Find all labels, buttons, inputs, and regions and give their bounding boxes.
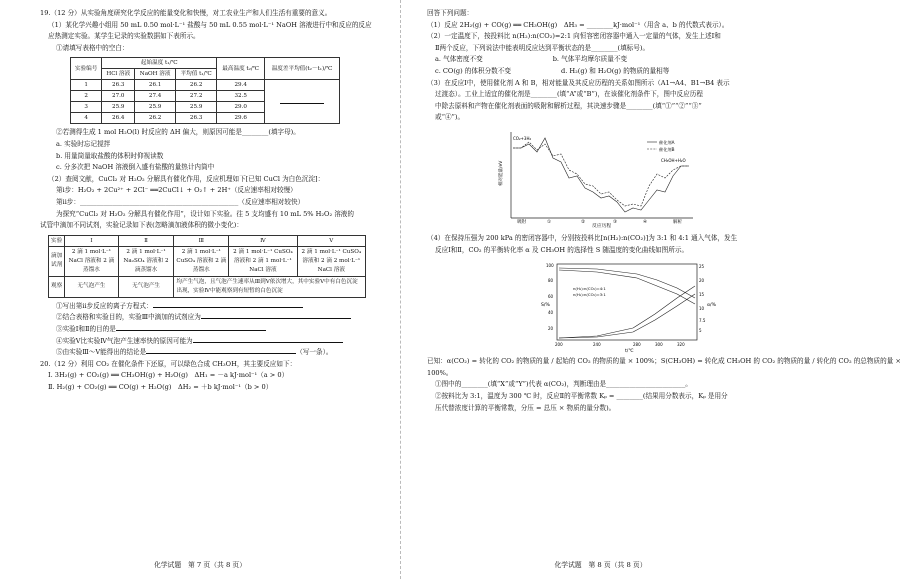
curve-a-3to1 (559, 294, 695, 338)
option: c. 分多次把 NaOH 溶液倒入盛有盐酸的量热计内筒中 (56, 163, 215, 172)
cell: 26.2 (135, 113, 176, 124)
y-left-label: S/% (541, 303, 550, 309)
definition-text: 100%。 (427, 368, 453, 377)
legend (573, 286, 606, 297)
experiment-table (48, 235, 366, 298)
tick-label: 100 (546, 263, 554, 269)
cell: 1 (71, 80, 102, 91)
q19-2-subq (40, 312, 386, 324)
table-row (71, 80, 340, 91)
conversion-selectivity-chart (537, 258, 727, 354)
question-text: ②结合表格和实验目的，实验Ⅲ中滴加的试剂应为 (56, 313, 201, 322)
cell: 2 滴 1 mol·L⁻¹ CuSO₄ 溶液和 2 滴蒸馏水 (174, 246, 229, 276)
q20-subq: （1）反应 2H₂(g) + CO(g) ══ CH₃OH(g) ΔH₃ = ________kJ·mol⁻¹（用含 a、b 的代数式表示）。 (427, 20, 729, 29)
cell: 无气泡产生 (65, 276, 118, 297)
table-row (49, 246, 366, 276)
temperature-table (70, 57, 340, 124)
answer-blank[interactable] (193, 336, 343, 343)
q19-stem: 19.（12 分）从实验角度研究化学反应的能量变化和快慢，对工农业生产和人们生活有重要的意义。 (40, 9, 332, 17)
q19-2-subq (40, 301, 386, 313)
question-text: （写一条）。 (296, 348, 333, 357)
q20-subq: 过渡态）。工业上适宜的催化剂是________(填“A”或“B”)，在该催化剂条件下，图中反应历程 (435, 90, 703, 99)
cell: 4 (71, 113, 102, 124)
q20-subq: （4）在保持压强为 200 kPa 的密闭容器中，分别按投料比[n(H₂):n(CO₂)]为 3:1 和 4:1 通入气体，发生 (427, 233, 738, 242)
answer-blank-cell[interactable] (265, 80, 340, 124)
table-header: Ⅰ (65, 235, 118, 246)
table-header: Ⅴ (297, 235, 365, 246)
cell: 29.6 (217, 113, 265, 124)
cell: 25.9 (176, 102, 217, 113)
cell: 32.5 (217, 91, 265, 102)
tick-label: 40 (548, 310, 554, 316)
q19-2-subq (40, 336, 386, 348)
legend-item: n(H₂):n(CO₂)=3:1 (573, 292, 606, 298)
page-7 (0, 0, 400, 579)
q19-1-subq: ①请填写表格中的空白： (56, 43, 129, 52)
cell: 27.0 (102, 91, 135, 102)
plot-frame (557, 264, 697, 340)
definition-text: 已知：α(CO₂) = 转化的 CO₂ 的物质的量 / 起始的 CO₂ 的物质的量 × 100%；S(CH₃OH) = 转化成 CH₃OH 的 CO₂ 的物质的量 / 转化的 CO₂ 的总物质的量 × (427, 357, 901, 366)
cell: 25.9 (102, 102, 135, 113)
reaction-equation: Ⅰ. 3H₂(g) + CO₂(g) ══ CH₃OH(g) + H₂O(g) ΔH₁ = －a kJ·mol⁻¹（a > 0） (48, 371, 289, 380)
cell: 29.4 (217, 80, 265, 91)
tick-label: 80 (548, 278, 554, 284)
table-header: 最高温度 t₂/℃ (217, 58, 265, 80)
cell: 2 滴 1 mol·L⁻¹ Na₂SO₄ 溶液和 2 滴蒸馏水 (118, 246, 174, 276)
table-row (49, 276, 366, 297)
tick-label: 10 (699, 306, 705, 312)
y-right-label: α/% (707, 303, 716, 309)
tick-label: 5 (699, 328, 702, 334)
option: a. 实验时忘记搅拌 (56, 139, 111, 148)
q19-2-subq (40, 347, 386, 359)
page-footer: 化学试题 第 8 页（共 8 页） (554, 561, 647, 569)
x-axis-label: 反应历程 (592, 223, 612, 229)
cell: 29.0 (217, 102, 265, 113)
page-footer: 化学试题 第 7 页（共 8 页） (153, 561, 247, 569)
cell: 2 滴 1 mol·L⁻¹ NaCl 溶液和 2 滴蒸馏水 (65, 246, 118, 276)
q20-stem: 20.（12 分）利用 CO₂ 在催化条件下还原，可以绿色合成 CH₃OH，其主要反应如下： (40, 359, 297, 368)
reaction-step: 第ⅱ步：________________________________________________（反应速率相对较快） (56, 197, 305, 206)
q20-subq: 或“④”)。 (435, 113, 465, 122)
y-left-ticks (546, 263, 554, 331)
table-header: 实验 (49, 235, 65, 246)
step-label: 解析 (673, 219, 682, 225)
reaction-equation: Ⅱ. H₂(g) + CO₂(g) ══ CO(g) + H₂O(g) ΔH₂ = ＋b kJ·mol⁻¹（b > 0） (48, 382, 273, 391)
y-axis-label: 相对能量/eV (499, 160, 504, 186)
tick-label: 7.5 (699, 318, 706, 324)
energy-profile-chart (497, 126, 697, 231)
answer-blank[interactable] (116, 324, 266, 331)
question-text: ④实验Ⅴ比实验Ⅳ气泡产生速率快的原因可能为 (56, 336, 193, 345)
cell: 26.4 (102, 113, 135, 124)
cell: 27.4 (135, 91, 176, 102)
option: a. 气体密度不变 (435, 55, 483, 64)
legend-a: 催化剂A (659, 139, 675, 145)
q20-subq: ①图中的________(填“X”或“Y”)代表 α(CO₂)，判断理由是________________________。 (435, 380, 692, 389)
q20-text: 回答下列问题： (427, 9, 474, 17)
option: c. CO(g) 的体积分数不变 (435, 66, 511, 75)
cell: 27.2 (176, 91, 217, 102)
cell: 25.9 (135, 102, 176, 113)
table-header: Ⅳ (229, 235, 297, 246)
table-header: NaOH 溶液 (135, 69, 176, 80)
tick-label: 300 (655, 342, 663, 348)
answer-blank[interactable] (153, 301, 303, 308)
q19-1-subq: ②若测得生成 1 mol H₂O(l) 时反应的 ΔH 偏大，则原因可能是________(填字母)。 (56, 128, 300, 137)
cell: 3 (71, 102, 102, 113)
table-header: HCl 溶液 (102, 69, 135, 80)
step-label: ② (581, 219, 586, 225)
q20-subq: 压代替浓度计算的平衡常数，分压 = 总压 × 物质的量分数)。 (435, 403, 616, 412)
q20-subq: （2）一定温度下，按投料比 n(H₂):n(CO₂)=2:1 向恒容密闭容器中通入一定量的气体，发生上述Ⅰ和 (427, 32, 721, 41)
x-axis-label: t/℃ (625, 349, 634, 355)
tick-label: 20 (699, 278, 705, 284)
q20-subq: （3）在反应Ⅰ中，使用催化剂 A 和 B，相对能量及其反应历程的关系如图所示（A1→A4、B1→B4 表示 (427, 78, 730, 87)
tick-label: 20 (548, 326, 554, 332)
option: b. 气体平均摩尔质量不变 (552, 55, 628, 64)
table-header: Ⅲ (174, 235, 229, 246)
question-text: ⑤由实验Ⅲ～Ⅴ能得出的结论是 (56, 348, 147, 357)
q20-subq: 反应Ⅰ和Ⅱ，CO₂ 的平衡转化率 α 及 CH₃OH 的选择性 S 随温度的变化曲线如图所示。 (435, 245, 689, 254)
q20-subq: Ⅱ两个反应，下列说法中能表明反应达到平衡状态的是________(填标号)。 (435, 43, 650, 52)
option: b. 用量筒量取盐酸的体积时仰视读数 (56, 151, 164, 160)
legend-b: 催化剂B (659, 146, 675, 152)
cell: 均产生气泡，且气泡产生速率从Ⅲ到Ⅴ依次增大，其中实验Ⅴ中有白色沉淀出现，实验Ⅳ中能观察到有短暂的白色沉淀 (174, 276, 366, 297)
tick-label: 15 (699, 292, 705, 298)
q19-2-text: 试管中滴加不同试剂，实验记录如下表(忽略滴加液体积的微小变化)： (40, 221, 243, 230)
table-header: 平均值 t₁/℃ (176, 69, 217, 80)
row-label: 滴加试剂 (49, 246, 65, 276)
cell: 2 滴 1 mol·L⁻¹ CuSO₄ 溶液和 2 滴 1 mol·L⁻¹ NaCl 溶液 (229, 246, 297, 276)
cell: 无气泡产生 (118, 276, 174, 297)
q19-2-text: （2）查阅文献，CuCl₂ 对 H₂O₂ 分解具有催化作用，反应机理如下[已知 CuCl 为白色沉淀]： (48, 174, 325, 183)
tick-label: 25 (699, 264, 705, 270)
tick-label: 280 (633, 342, 641, 348)
option-row (427, 66, 782, 78)
page-8 (400, 0, 901, 579)
q19-2-subq (40, 324, 386, 336)
question-text: ③实验Ⅰ和Ⅱ的目的是 (56, 324, 116, 333)
option-row (427, 54, 782, 66)
table-header: 起始温度 t₁/℃ (102, 58, 217, 69)
tick-label: 320 (677, 342, 685, 348)
cell: 26.1 (135, 80, 176, 91)
tick-label: 200 (555, 342, 563, 348)
x-ticks (555, 342, 685, 347)
option: d. H₂(g) 和 H₂O(g) 的物质的量相等 (560, 66, 670, 75)
q20-subq: ②按料比为 3:1，温度为 300 ℃ 时，反应Ⅱ的平衡常数 Kₚ = ________(结果用分数表示，Kₚ 是用分 (435, 391, 728, 400)
reaction-step: 第ⅰ步：H₂O₂ + 2Cu²⁺ + 2Cl⁻ ══2CuCl↓ + O₂↑ + 2H⁺（反应速率相对较慢） (56, 186, 297, 195)
question-text: ①写出第ⅱ步反应的离子方程式： (56, 301, 153, 310)
q20-subq: 中除去原料和产物在催化剂表面的吸附和解析过程，其决速步骤是________(填“①”“②”“③” (435, 101, 702, 110)
step-label: 吸附 (517, 219, 526, 225)
table-header: 实验编号 (71, 58, 102, 80)
cell: 26.3 (176, 113, 217, 124)
cell: 2 滴 1 mol·L⁻¹ CuSO₄ 溶液和 2 滴 2 mol·L⁻¹ NaCl 溶液 (297, 246, 365, 276)
answer-blank[interactable] (146, 347, 296, 354)
q19-1-text: 应热测定实验。某学生记录的实验数据如下表所示。 (48, 32, 200, 41)
table-header: Ⅱ (118, 235, 174, 246)
end-label: CH₃OH+H₂O (661, 157, 686, 163)
step-label: ① (547, 219, 552, 225)
table-header: 温度差平均值(t₂－t₁)/℃ (265, 58, 340, 80)
start-label: CO₂+3H₂ (513, 135, 532, 141)
cell: 2 (71, 91, 102, 102)
cell: 26.2 (176, 80, 217, 91)
cell: 26.3 (102, 80, 135, 91)
q19-2-text: 为探究“CuCl₂ 对 H₂O₂ 分解具有催化作用”，设计如下实验。往 5 支均盛有 10 mL 5% H₂O₂ 溶液的 (56, 209, 354, 218)
answer-blank[interactable] (201, 312, 351, 319)
legend-item: n(H₂):n(CO₂)=4:1 (573, 286, 606, 292)
row-label: 观察 (49, 276, 65, 297)
step-label: ③ (613, 219, 618, 225)
tick-label: 60 (548, 294, 554, 300)
y-right-ticks (699, 264, 706, 333)
q19-1-text: （1）某化学兴趣小组用 50 mL 0.50 mol·L⁻¹ 盐酸与 50 mL 0.55 mol·L⁻¹ NaOH 溶液进行中和反应的反应 (48, 20, 372, 29)
tick-label: 240 (593, 342, 601, 348)
step-label: ④ (643, 219, 648, 225)
